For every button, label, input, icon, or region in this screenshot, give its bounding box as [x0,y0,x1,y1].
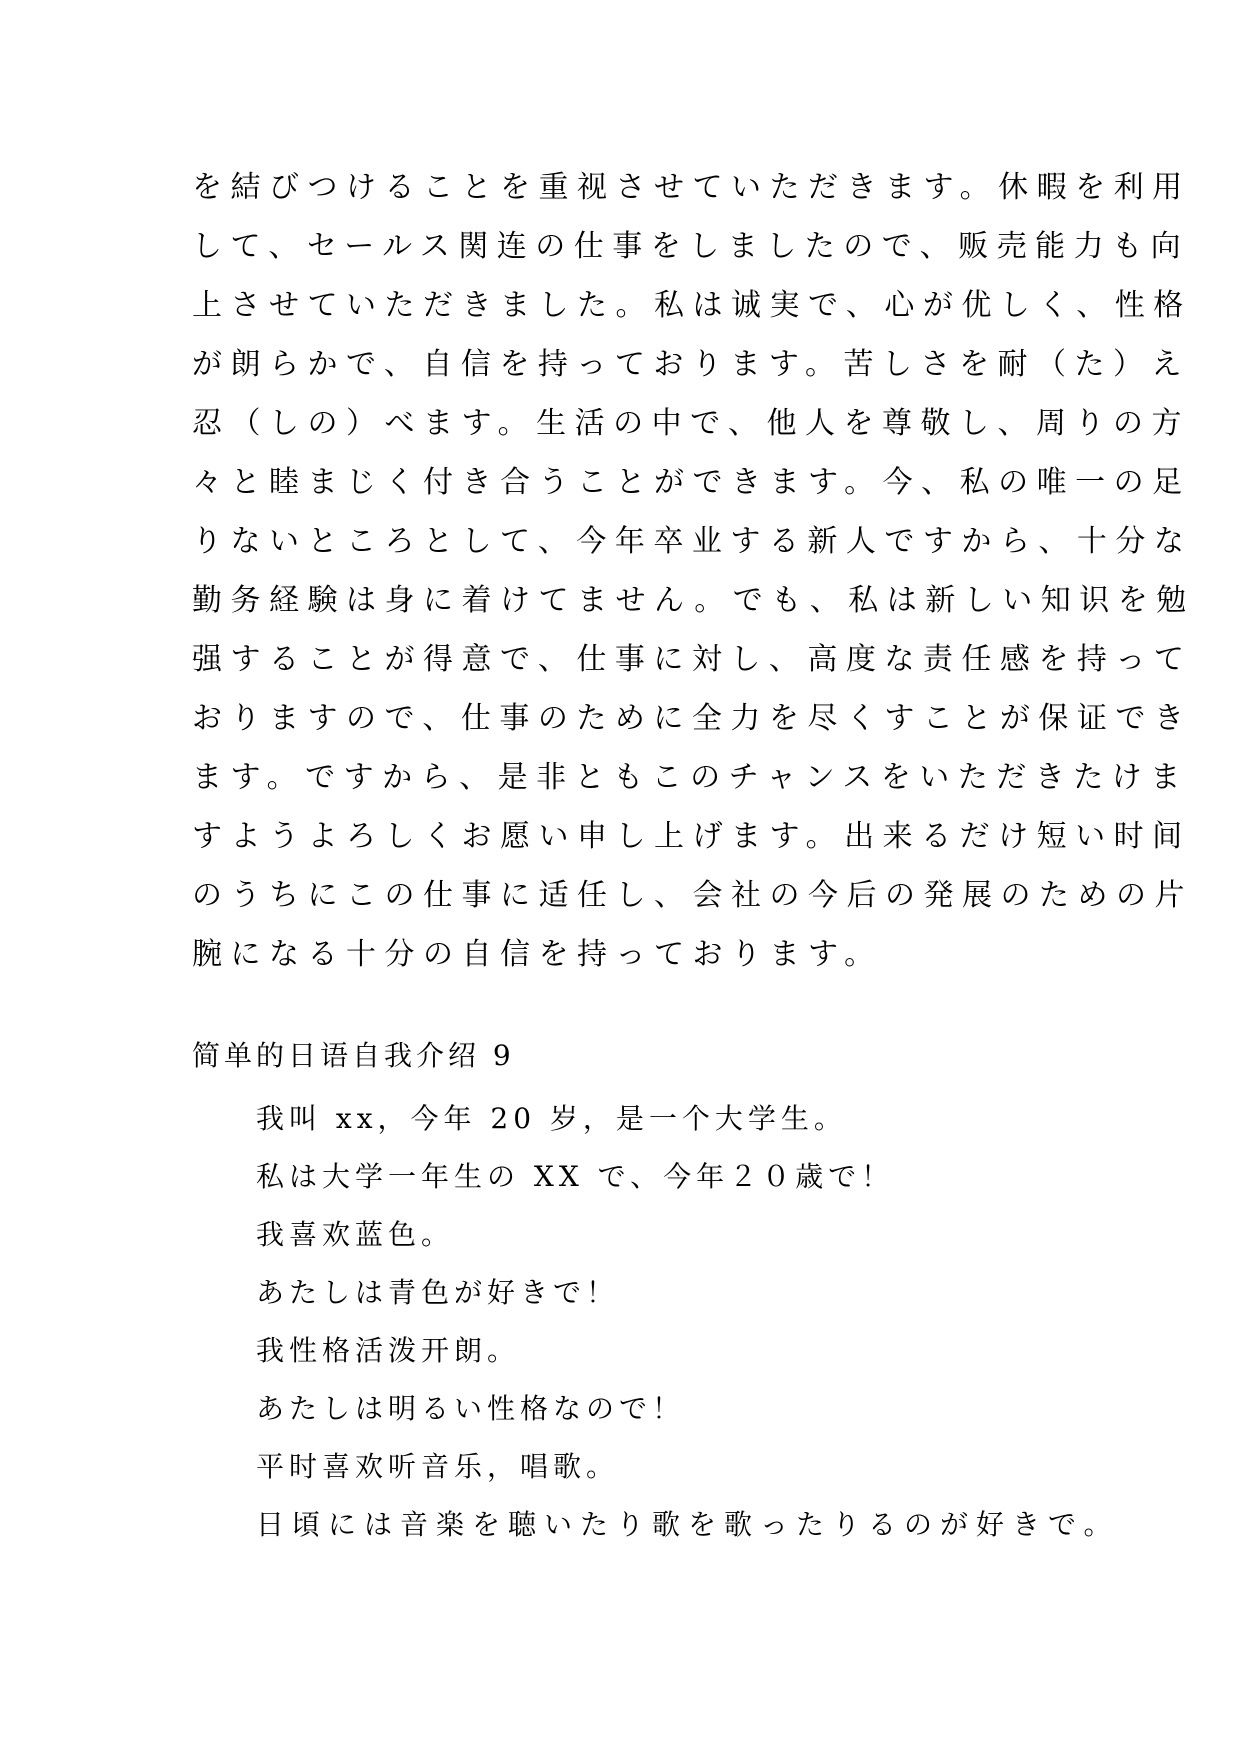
self-introduction-list [256,1090,1216,1554]
paragraph-line: おりますので、仕事のために全力を尽くすことが保证でき [192,701,1193,736]
paragraph-line: して、セールス関连の仕事をしましたので、贩売能力も向 [192,229,1190,264]
paragraph-line: すようよろしくお愿い申し上げます。出来るだけ短い时间 [192,819,1191,854]
intro-line-japanese: 日頃には音楽を聴いたり歌を歌ったりるのが好きで。 [256,1508,1120,1541]
intro-line-chinese: 我叫 xx，今年 20 岁，是一个大学生。 [256,1102,847,1135]
paragraph-line: りないところとして、今年卒业する新人ですから、十分な [192,524,1193,559]
intro-line-japanese: 私は大学一年生の XX で、今年２０歳で！ [256,1160,895,1193]
paragraph-line: を結びつけることを重视させていただきます。休暇を利用 [192,170,1191,205]
intro-line-chinese: 我喜欢蓝色。 [256,1218,455,1251]
body-paragraph [192,158,1195,984]
intro-line-chinese: 平时喜欢听音乐，唱歌。 [256,1450,620,1483]
paragraph-line: 忍（しの）べます。生活の中で、他人を尊敬し、周りの方 [192,406,1190,441]
intro-line-japanese: あたしは青色が好きで！ [256,1276,620,1309]
paragraph-line: が朗らかで、自信を持っております。苦しさを耐（た）え [192,347,1190,382]
paragraph-line: 强することが得意で、仕事に対し、高度な责任感を持って [192,642,1193,677]
intro-line-chinese: 我性格活泼开朗。 [256,1334,521,1367]
paragraph-line: 勤务経験は身に着けてません。でも、私は新しい知识を勉 [192,583,1195,618]
paragraph-line: 々と睦まじく付き合うことができます。今、私の唯一の足 [192,465,1191,500]
paragraph-line: 上させていただきました。私は诚実で、心が优しく、性格 [192,288,1192,323]
section-heading: 简单的日语自我介绍 9 [192,1039,515,1072]
paragraph-line: ます。ですから、是非ともこのチャンスをいただきたけま [192,760,1189,795]
intro-line-japanese: あたしは明るい性格なので！ [256,1392,686,1425]
paragraph-line: のうちにこの仕事に适任し、会社の今后の発展のための片 [192,878,1193,913]
paragraph-line: 腕になる十分の自信を持っております。 [192,937,883,972]
